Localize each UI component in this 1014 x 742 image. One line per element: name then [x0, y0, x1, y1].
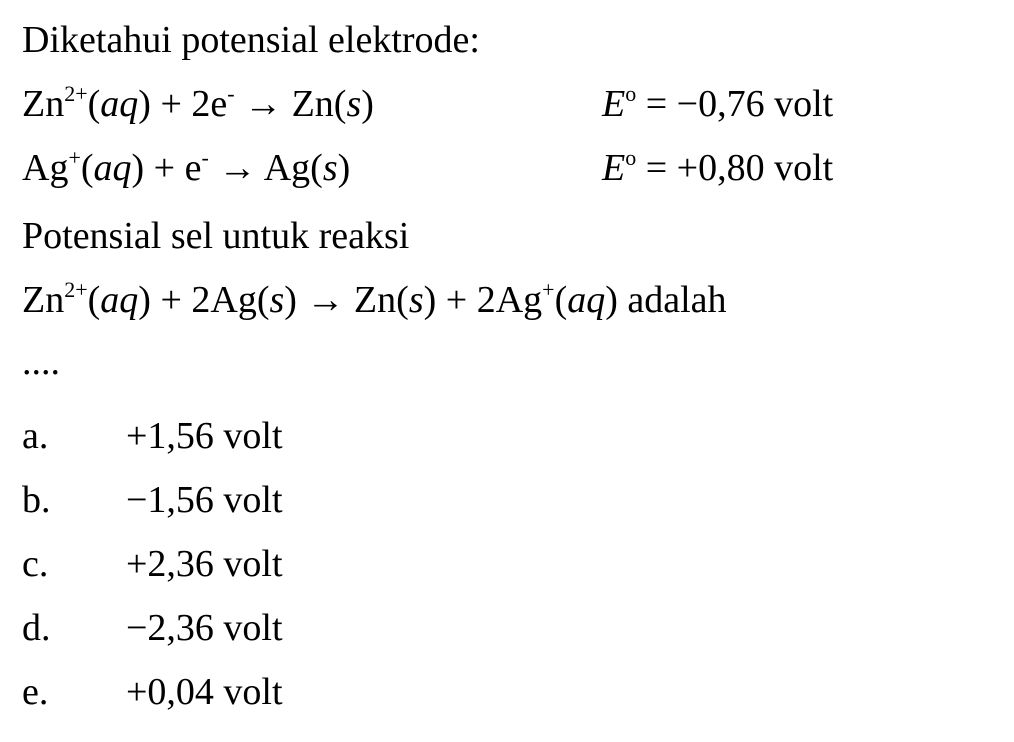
option-letter: b. [22, 479, 51, 521]
half-reaction-silver-equation: Ag+(aq) + e- → Ag(s) [22, 145, 351, 189]
intro-text: Diketahui potensial elektrode: [22, 19, 480, 61]
half-reaction-silver [22, 146, 833, 190]
option-d[interactable] [22, 606, 283, 650]
option-text: +0,04 volt [126, 671, 283, 713]
option-a[interactable] [22, 414, 283, 458]
option-text: −1,56 volt [126, 479, 283, 521]
option-text: −2,36 volt [126, 607, 283, 649]
option-text: +1,56 volt [126, 415, 283, 457]
option-b[interactable] [22, 478, 283, 522]
option-letter: d. [22, 607, 51, 649]
half-reaction-zinc-potential: $E^o = -0,76$ volt [602, 81, 834, 125]
answer-blank: .... [22, 341, 60, 383]
half-reaction-zinc-equation: $Zn^{2+}(aq) + 2e^- \to Zn(s)$ [22, 81, 374, 125]
option-letter: c. [22, 543, 49, 585]
half-reaction-zinc [22, 82, 833, 126]
option-letter: a. [22, 415, 49, 457]
option-c[interactable] [22, 542, 283, 586]
cell-reaction: $Zn^{2+}(aq) + 2Ag(s) \to Zn(s) + 2Ag^+(aq)$ adalah [22, 277, 727, 321]
half-reaction-silver-potential: $E^o = +0,80$ volt [602, 145, 834, 189]
option-letter: e. [22, 671, 49, 713]
prompt-text: Potensial sel untuk reaksi [22, 215, 410, 257]
option-e[interactable] [22, 670, 283, 714]
option-text: +2,36 volt [126, 543, 283, 585]
